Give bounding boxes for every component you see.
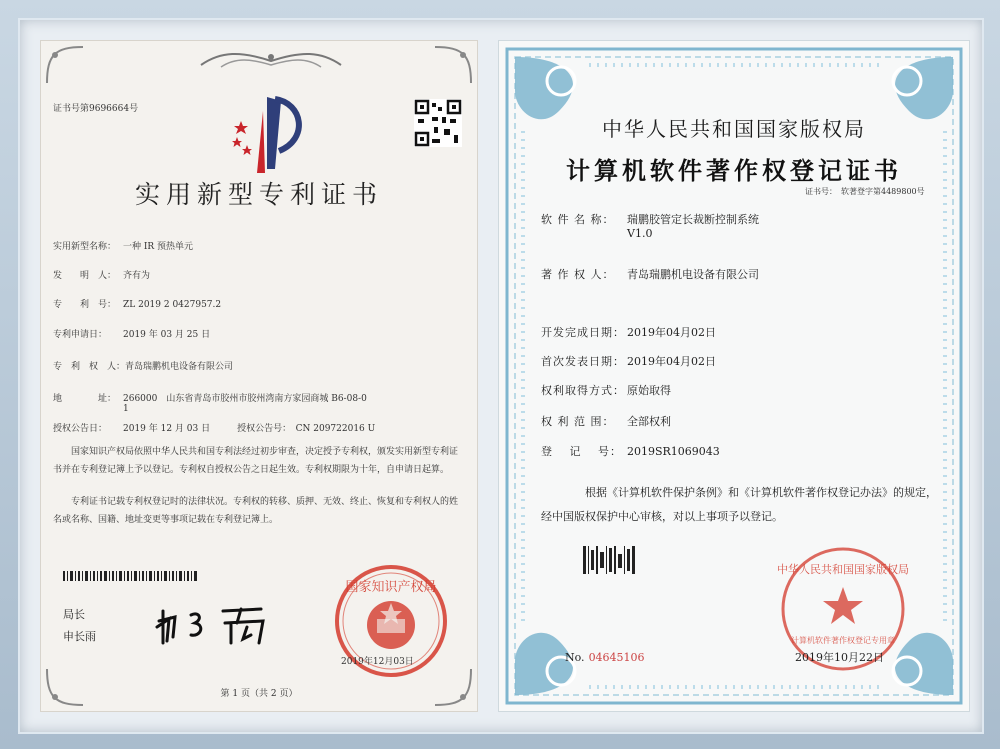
software-copyright-certificate: [498, 40, 970, 712]
cnipa-logo-icon: [231, 91, 309, 179]
chief-name: 申长雨: [63, 630, 96, 643]
seal-text: 国家知识产权局: [345, 580, 437, 595]
field-row: 权 利 范 围： 全部权利: [541, 415, 671, 428]
certificate-title: 计算机软件著作权登记证书: [566, 156, 902, 185]
seal-date: 2019年12月03日: [341, 657, 414, 667]
software-version: V1.0: [627, 227, 653, 240]
field-row: 首次发表日期： 2019年04月02日: [541, 355, 716, 368]
top-ornament-icon: [191, 47, 351, 71]
field-row: 地 址： 266000 山东省青岛市胶州市胶州湾南方家园商城 B6-08-0: [53, 394, 367, 404]
signature-icon: [151, 597, 281, 649]
field-row: 授权公告日： 2019 年 12 月 03 日 授权公告号： CN 209722016 U: [53, 424, 376, 434]
page-indicator: 第 1 页（共 2 页）: [220, 689, 298, 699]
patent-certificate: [40, 40, 478, 712]
legal-paragraph: 专利证书记载专利权登记时的法律状况。专利权的转移、质押、无效、终止、恢复和专利权人的姓名或名称、国籍、地址变更等事项记载在专利登记簿上。: [53, 497, 459, 525]
field-row: 著 作 权 人： 青岛瑞鹏机电设备有限公司: [541, 268, 759, 281]
field-row: 实用新型名称： 一种 IR 预热单元: [53, 242, 194, 252]
field-row-continuation: 1: [123, 404, 129, 414]
field-row: 专 利 权 人：青岛瑞鹏机电设备有限公司: [53, 362, 234, 372]
certificate-title: 实用新型专利证书: [134, 180, 383, 209]
corner-ornament-icon: [433, 45, 473, 85]
serial-number: No. 04645106: [565, 651, 645, 664]
certificate-number: 证书号： 软著登字第4489800号: [805, 187, 925, 196]
field-row: 权利取得方式： 原始取得: [541, 384, 671, 397]
chief-title: 局长: [63, 608, 85, 621]
qr-code-icon: [414, 99, 462, 147]
legal-paragraph: 国家知识产权局依照中华人民共和国专利法经过初步审查，决定授予专利权，颁发实用新型专利证书并在专利登记簿上予以登记。专利权自授权公告之日起生效。专利权期限为十年，自申请日起算。: [53, 447, 459, 475]
field-row: 登 记 号： 2019SR1069043: [541, 445, 720, 458]
legal-paragraph: 根据《计算机软件保护条例》和《计算机软件著作权登记办法》的规定，经中国版权保护中心审核，对以上事项予以登记。: [541, 486, 937, 523]
field-row: 发 明 人： 齐有为: [53, 271, 151, 281]
issuer-title: 中华人民共和国国家版权局: [602, 117, 866, 141]
seal-subtext: 计算机软件著作权登记专用章: [791, 636, 895, 645]
field-row: 软 件 名 称： 瑞鹏胶管定长裁断控制系统: [541, 213, 759, 226]
barcode-icon: [63, 571, 197, 581]
certificate-number: 证书号第9696664号: [53, 104, 139, 114]
field-row: 开发完成日期： 2019年04月02日: [541, 326, 716, 339]
field-row: 专利申请日： 2019 年 03 月 25 日: [53, 330, 211, 340]
field-row: 专 利 号： ZL 2019 2 0427957.2: [53, 300, 222, 310]
corner-ornament-icon: [45, 45, 85, 85]
barcode-icon: [583, 546, 635, 574]
seal-text: 中华人民共和国国家版权局: [777, 563, 909, 576]
issue-date: 2019年10月22日: [795, 651, 884, 664]
